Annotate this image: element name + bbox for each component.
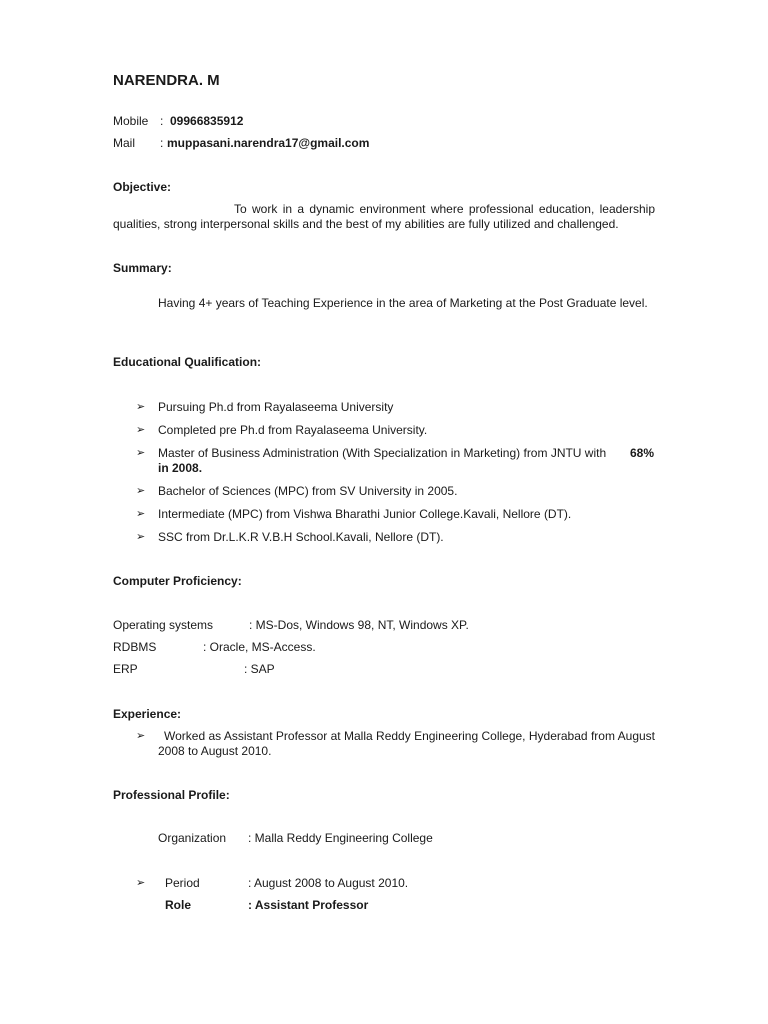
bullet-arrow-icon: ➢ (136, 531, 146, 543)
objective-heading: Objective: (113, 180, 172, 194)
profile-heading: Professional Profile: (113, 788, 230, 802)
objective-text: To work in a dynamic environment where professional education, leadership qualities, strong interpersonal skills and the best of my abilities are fully utilized and challenged. (113, 202, 655, 231)
mail-value: muppasani.narendra17@gmail.com (167, 136, 370, 150)
skill-label: Operating systems (113, 618, 214, 632)
skill-value: : Oracle, MS-Access. (203, 640, 316, 654)
skill-label: RDBMS (113, 640, 157, 654)
mba-year: in 2008. (158, 461, 203, 475)
skill-label: ERP (113, 662, 138, 676)
bullet-arrow-icon: ➢ (136, 730, 146, 742)
period-value: : August 2008 to August 2010. (248, 876, 409, 890)
mobile-value: 09966835912 (170, 114, 244, 128)
education-item: Master of Business Administration (With Specialization in Marketing) from JNTU with (158, 446, 607, 460)
education-item: Pursuing Ph.d from Rayalaseema University (158, 400, 394, 414)
organization-value: : Malla Reddy Engineering College (248, 831, 433, 845)
mail-separator: : (160, 136, 164, 150)
mba-percentage: 68% (630, 446, 655, 460)
period-label: Period (165, 876, 200, 890)
bullet-arrow-icon: ➢ (136, 424, 146, 436)
education-item: SSC from Dr.L.K.R V.B.H School.Kavali, Nellore (DT). (158, 530, 444, 544)
bullet-arrow-icon: ➢ (136, 447, 146, 459)
bullet-arrow-icon: ➢ (136, 877, 146, 889)
mobile-label: Mobile (113, 114, 149, 128)
mobile-separator: : (160, 114, 164, 128)
summary-heading: Summary: (113, 261, 172, 275)
experience-text: Worked as Assistant Professor at Malla Reddy Engineering College, Hyderabad from August 2008 to August 2010. (158, 729, 655, 758)
education-item: Bachelor of Sciences (MPC) from SV University in 2005. (158, 484, 458, 498)
summary-text: Having 4+ years of Teaching Experience in the area of Marketing at the Post Graduate level. (158, 296, 648, 310)
candidate-name: NARENDRA. M (113, 72, 220, 89)
organization-label: Organization (158, 831, 227, 845)
bullet-arrow-icon: ➢ (136, 485, 146, 497)
skill-value: : SAP (244, 662, 275, 676)
role-value: : Assistant Professor (248, 898, 369, 912)
computer-heading: Computer Proficiency: (113, 574, 242, 588)
experience-heading: Experience: (113, 707, 182, 721)
mail-label: Mail (113, 136, 136, 150)
role-label: Role (165, 898, 192, 912)
bullet-arrow-icon: ➢ (136, 508, 146, 520)
skill-value: : MS-Dos, Windows 98, NT, Windows XP. (249, 618, 469, 632)
bullet-arrow-icon: ➢ (136, 401, 146, 413)
education-item: Completed pre Ph.d from Rayalaseema University. (158, 423, 428, 437)
education-item: Intermediate (MPC) from Vishwa Bharathi Junior College.Kavali, Nellore (DT). (158, 507, 572, 521)
education-heading: Educational Qualification: (113, 355, 262, 369)
